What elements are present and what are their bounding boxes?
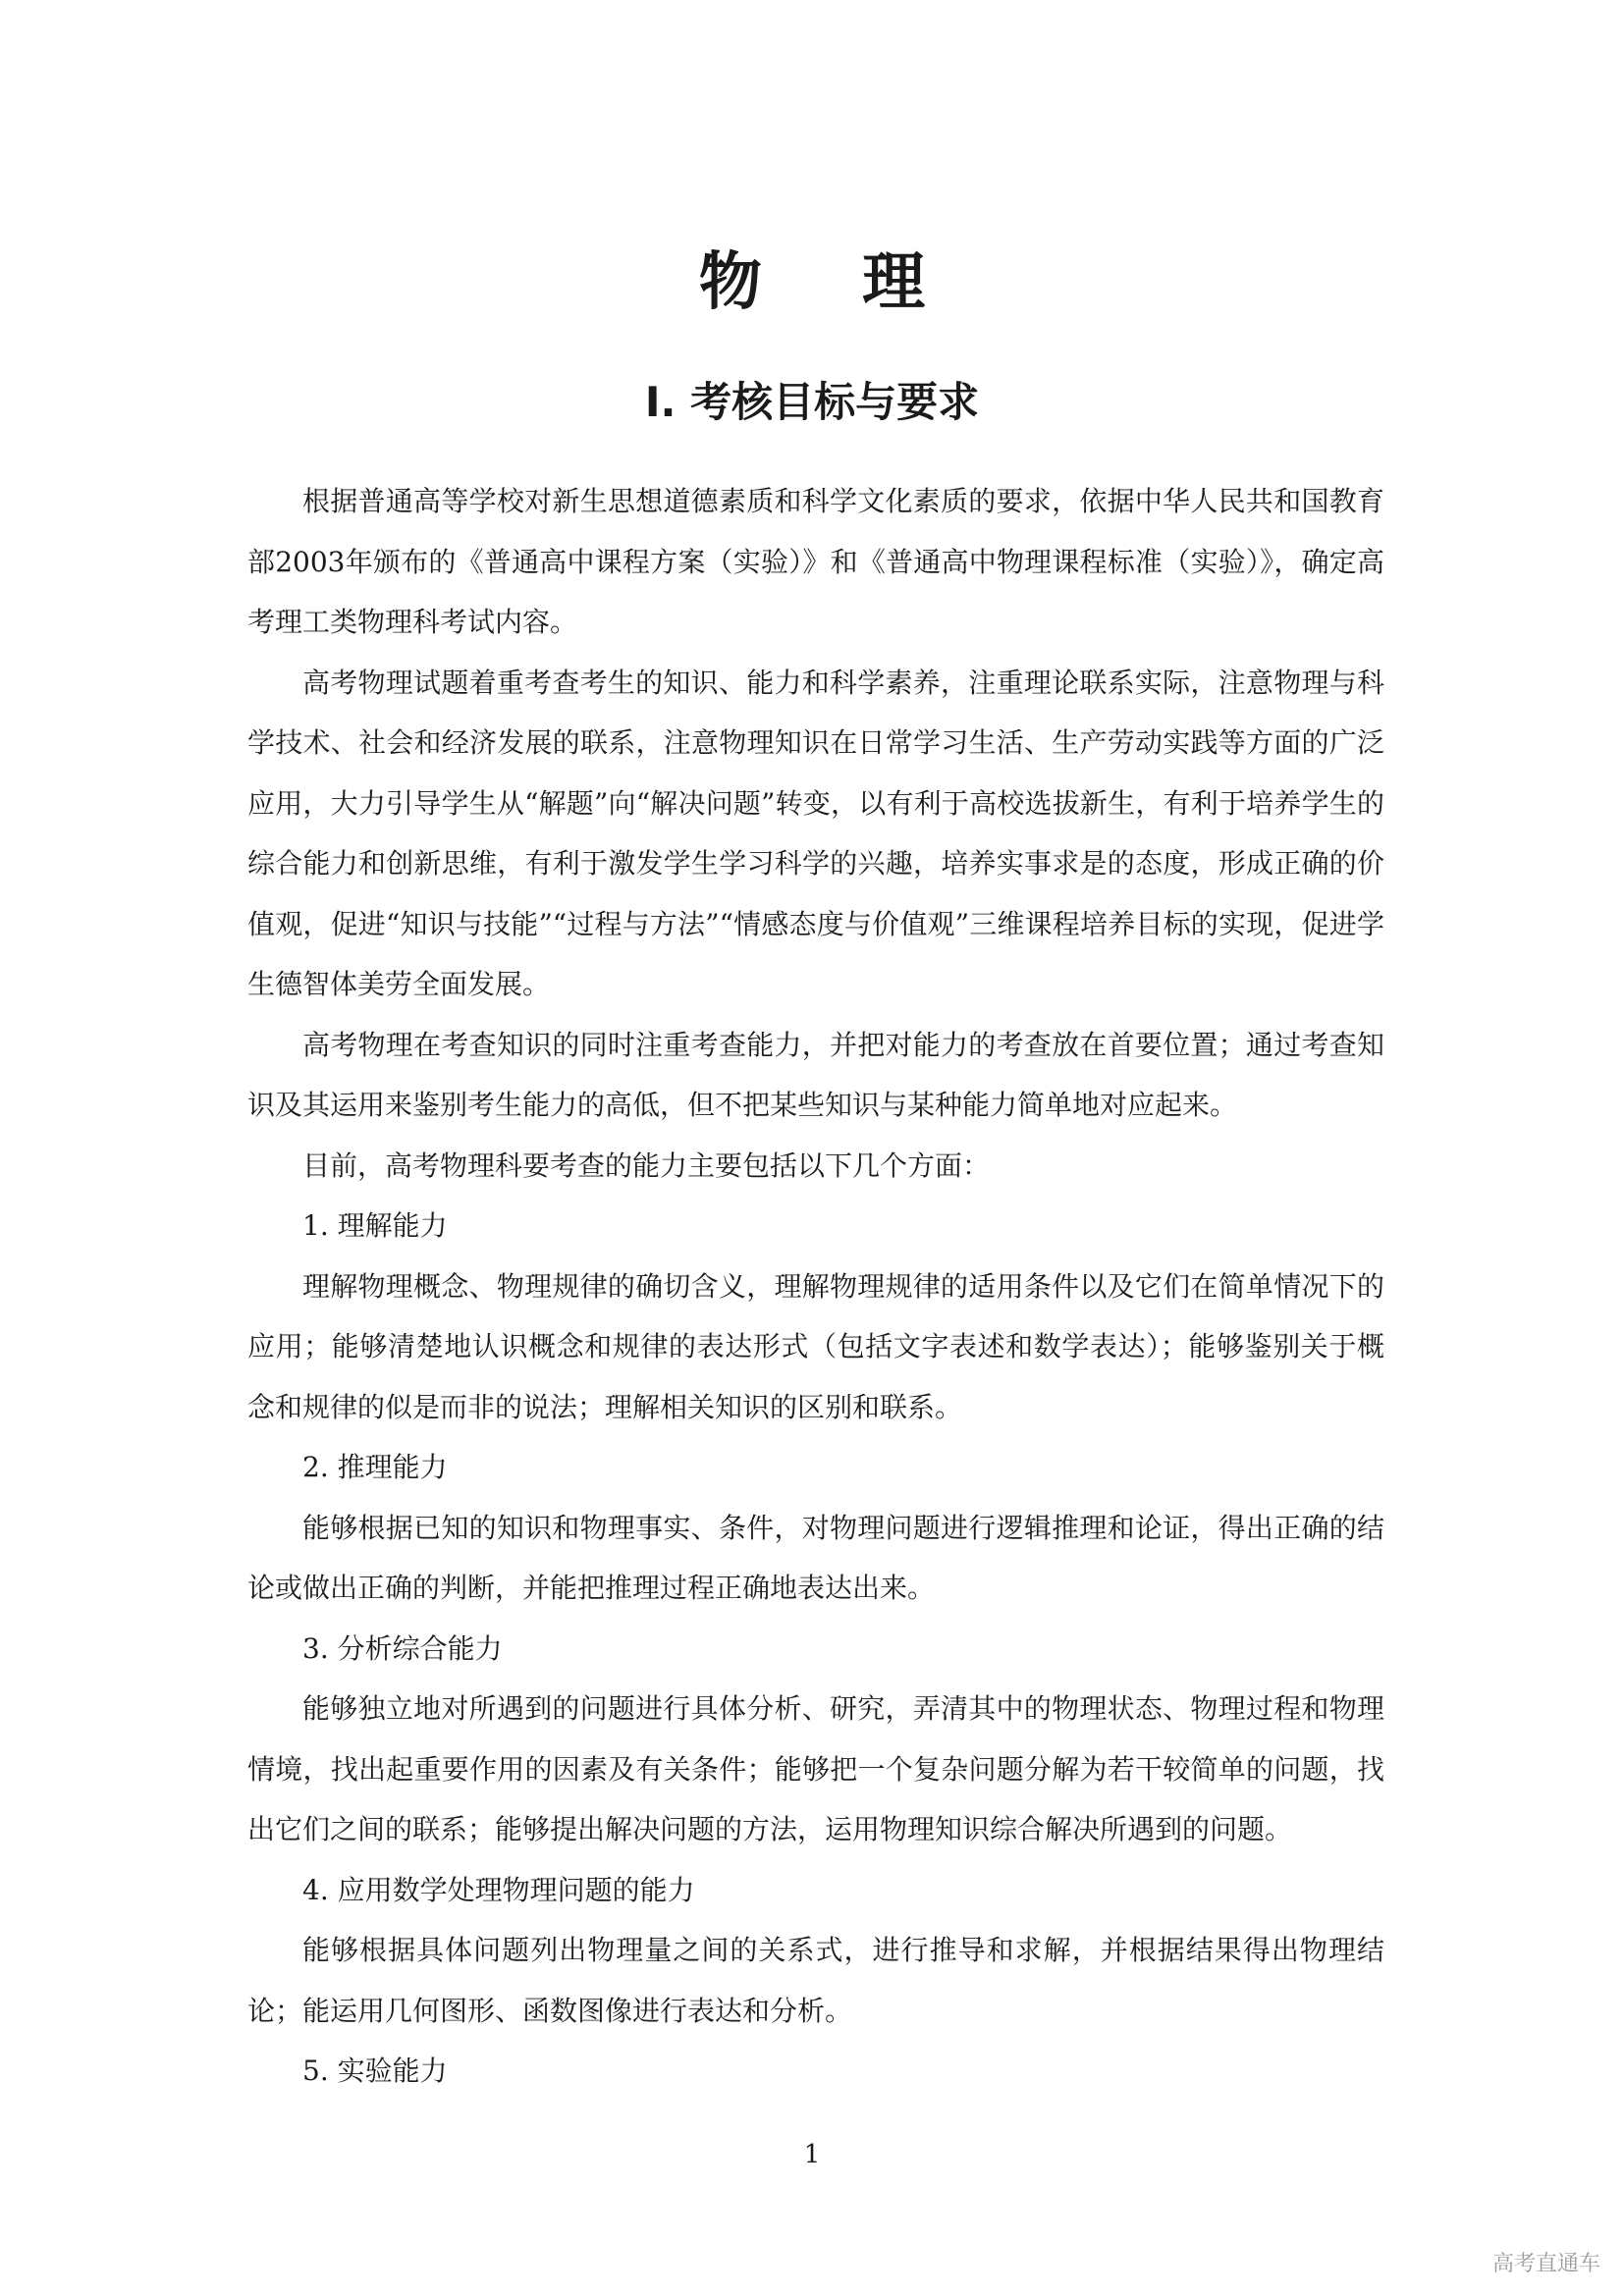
ability-text-understanding: 理解物理概念、物理规律的确切含义，理解物理规律的适用条件以及它们在简单情况下的应用；能够清楚地认识概念和规律的表达形式（包括文字表述和数学表达）；能够鉴别关于概念和规律的似是而非的说法；理解相关知识的区别和联系。 — [247, 1269, 1384, 1423]
watermark: 高考直通车 — [1491, 2252, 1600, 2276]
intro-paragraph: 根据普通高等学校对新生思想道德素质和科学文化素质的要求，依据中华人民共和国教育部2003年颁布的《普通高中课程方案（实验）》和《普通高中物理课程标准（实验）》，确定高考理工类物理科考试内容。 — [247, 485, 1384, 638]
ability-text-analysis: 能够独立地对所遇到的问题进行具体分析、研究，弄清其中的物理状态、物理过程和物理情境，找出起重要作用的因素及有关条件；能够把一个复杂问题分解为若干较简单的问题，找出它们之间的联系；能够提出解决问题的方法，运用物理知识综合解决所遇到的问题。 — [247, 1692, 1384, 1845]
ability-heading-analysis: 3. 分析综合能力 — [302, 1631, 503, 1665]
focus-paragraph: 高考物理试题着重考查考生的知识、能力和科学素养，注重理论联系实际，注意物理与科学技术、社会和经济发展的联系，注意物理知识在日常学习生活、生产劳动实践等方面的广泛应用，大力引导学生从“解题”向“解决问题”转变，以有利于高校选拔新生，有利于培养学生的综合能力和创新思维，有利于激发学生学习科学的兴趣，培养实事求是的态度，形成正确的价值观，促进“知识与技能”“过程与方法”“情感态度与价值观”三维课程培养目标的实现，促进学生德智体美劳全面发展。 — [247, 666, 1384, 1000]
page-title: 物 理 — [698, 245, 965, 319]
section-heading: Ⅰ. 考核目标与要求 — [644, 377, 980, 426]
page-number: 1 — [803, 2140, 821, 2169]
ability-priority-paragraph: 高考物理在考查知识的同时注重考查能力，并把对能力的考查放在首要位置；通过考查知识及其运用来鉴别考生能力的高低，但不把某些知识与某种能力简单地对应起来。 — [247, 1028, 1384, 1121]
ability-heading-experiment: 5. 实验能力 — [302, 2055, 448, 2087]
document-body — [247, 471, 1384, 2102]
abilities-intro-paragraph: 目前，高考物理科要考查的能力主要包括以下几个方面： — [302, 1148, 991, 1182]
ability-heading-math: 4. 应用数学处理物理问题的能力 — [302, 1873, 695, 1906]
ability-heading-understanding: 1. 理解能力 — [302, 1209, 448, 1242]
ability-text-math: 能够根据具体问题列出物理量之间的关系式，进行推导和求解，并根据结果得出物理结论；能运用几何图形、函数图像进行表达和分析。 — [247, 1934, 1384, 2027]
ability-heading-reasoning: 2. 推理能力 — [302, 1451, 448, 1483]
ability-text-reasoning: 能够根据已知的知识和物理事实、条件，对物理问题进行逻辑推理和论证，得出正确的结论或做出正确的判断，并能把推理过程正确地表达出来。 — [247, 1511, 1384, 1604]
